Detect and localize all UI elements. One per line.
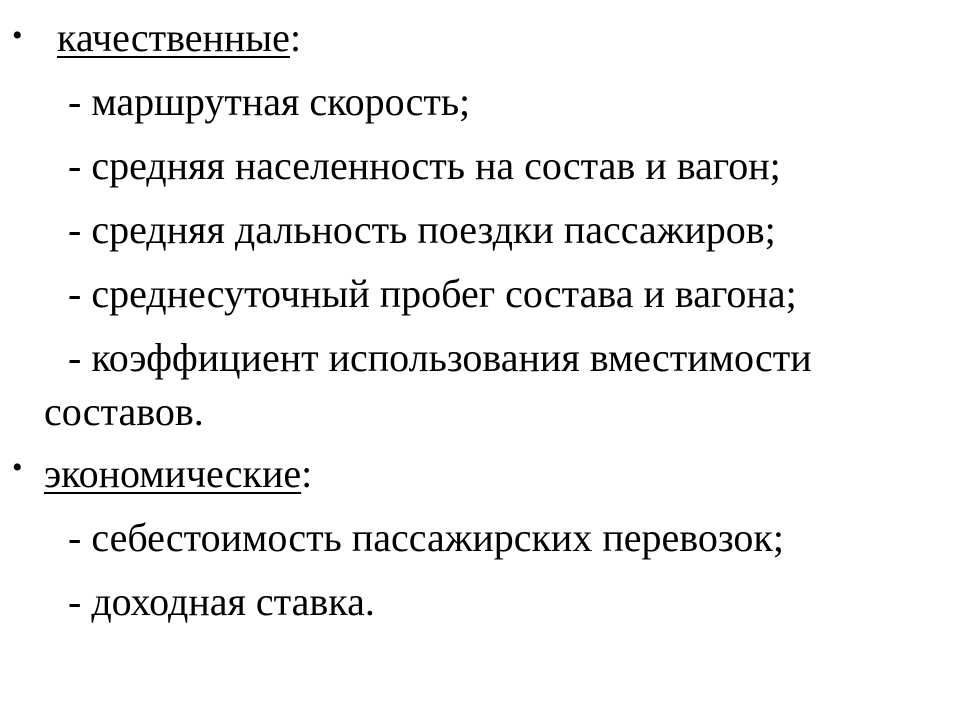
list-item-daily-mileage: - среднесуточный пробег состава и вагона; [68,271,797,316]
heading-text-quality: качественные [57,15,290,60]
heading-colon-quality: : [289,15,302,60]
heading-colon-economic: : [301,451,313,496]
bullet-economic: • [12,451,23,484]
list-item-transport-cost: - себестоимость пассажирских перевозок; [68,515,784,560]
bullet-quality: • [12,19,23,52]
heading-text-economic: экономические [44,451,302,496]
list-item-capacity-utilization: - коэффициент использования вместимости [68,335,812,380]
list-item-route-speed: - маршрутная скорость; [68,79,471,124]
list-item-revenue-rate: - доходная ставка. [68,579,375,624]
list-item-average-trip-distance: - средняя дальность поездки пассажиров; [68,207,776,252]
list-item-capacity-utilization-cont: составов. [44,389,204,434]
section-heading-quality [57,14,301,62]
list-item-average-occupancy: - средняя населенность на состав и вагон; [68,143,781,188]
section-heading-economic [44,450,312,498]
